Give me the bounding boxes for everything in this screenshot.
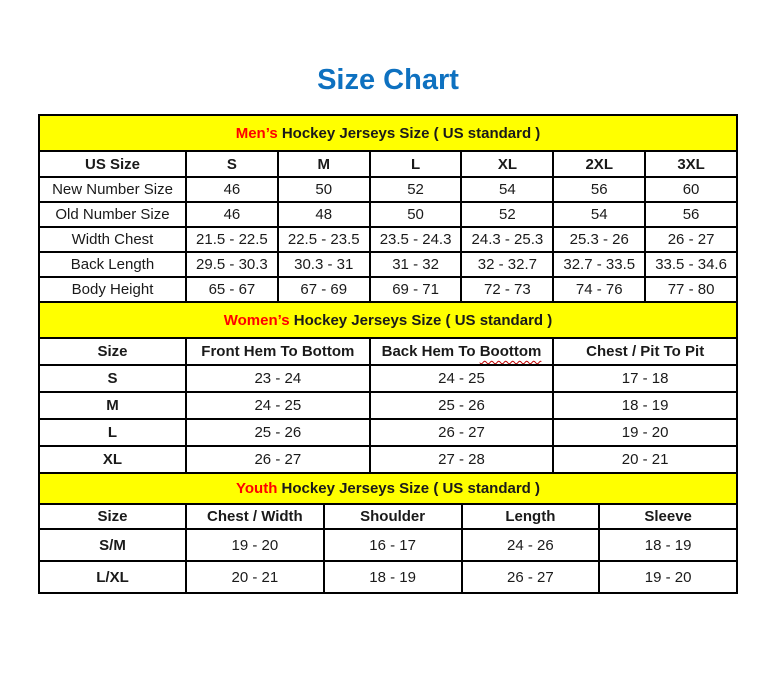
womens-size-cell: 27 - 28 (370, 446, 554, 473)
mens-column-header: XL (461, 151, 553, 177)
womens-size-cell: 23 - 24 (186, 365, 370, 392)
womens-column-header: Size (39, 338, 186, 365)
womens-size-cell: 19 - 20 (553, 419, 737, 446)
mens-size-cell: 65 - 67 (186, 277, 278, 302)
youth-header-row (39, 504, 737, 529)
youth-row-label: S/M (39, 529, 186, 561)
womens-table-row (39, 446, 737, 473)
page-title: Size Chart (317, 64, 459, 96)
womens-size-cell: 26 - 27 (370, 419, 554, 446)
youth-table-row (39, 561, 737, 593)
mens-size-cell: 30.3 - 31 (278, 252, 370, 277)
womens-size-cell: 26 - 27 (186, 446, 370, 473)
womens-size-cell: 24 - 25 (370, 365, 554, 392)
mens-size-cell: 23.5 - 24.3 (370, 227, 462, 252)
womens-column-header: Back Hem To Boottom (370, 338, 554, 365)
youth-size-cell: 18 - 19 (324, 561, 462, 593)
youth-section-heading (39, 473, 737, 504)
mens-header-row (39, 151, 737, 177)
mens-table-row (39, 277, 737, 302)
mens-size-cell: 74 - 76 (553, 277, 645, 302)
mens-size-cell: 33.5 - 34.6 (645, 252, 737, 277)
womens-header-row (39, 338, 737, 365)
youth-row-label: L/XL (39, 561, 186, 593)
womens-size-cell: 17 - 18 (553, 365, 737, 392)
mens-row-label: New Number Size (39, 177, 186, 202)
mens-size-table (38, 114, 738, 303)
mens-column-header: 3XL (645, 151, 737, 177)
mens-size-cell: 31 - 32 (370, 252, 462, 277)
size-chart-tables (38, 114, 738, 594)
mens-size-cell: 26 - 27 (645, 227, 737, 252)
womens-row-label: L (39, 419, 186, 446)
mens-size-cell: 24.3 - 25.3 (461, 227, 553, 252)
youth-heading-text: Hockey Jerseys Size ( US standard ) (277, 480, 540, 497)
womens-table-row (39, 365, 737, 392)
youth-size-cell: 19 - 20 (599, 561, 737, 593)
youth-size-cell: 20 - 21 (186, 561, 324, 593)
mens-size-cell: 25.3 - 26 (553, 227, 645, 252)
womens-row-label: XL (39, 446, 186, 473)
mens-column-header: S (186, 151, 278, 177)
womens-heading-text: Hockey Jerseys Size ( US standard ) (289, 311, 553, 329)
womens-table-row (39, 392, 737, 419)
youth-column-header: Sleeve (599, 504, 737, 529)
youth-size-cell: 18 - 19 (599, 529, 737, 561)
mens-row-label: Width Chest (39, 227, 186, 252)
womens-section-heading (39, 302, 737, 338)
youth-table-row (39, 529, 737, 561)
mens-size-cell: 54 (461, 177, 553, 202)
mens-size-cell: 50 (278, 177, 370, 202)
youth-size-cell: 26 - 27 (462, 561, 600, 593)
youth-size-cell: 24 - 26 (462, 529, 600, 561)
mens-size-cell: 32 - 32.7 (461, 252, 553, 277)
mens-size-cell: 67 - 69 (278, 277, 370, 302)
mens-size-cell: 72 - 73 (461, 277, 553, 302)
mens-column-header: L (370, 151, 462, 177)
womens-size-cell: 25 - 26 (370, 392, 554, 419)
youth-column-header: Length (462, 504, 600, 529)
mens-size-cell: 56 (645, 202, 737, 227)
mens-size-cell: 46 (186, 202, 278, 227)
womens-banner-row (39, 302, 737, 338)
mens-size-cell: 32.7 - 33.5 (553, 252, 645, 277)
youth-heading-highlight: Youth (236, 480, 278, 497)
mens-size-cell: 21.5 - 22.5 (186, 227, 278, 252)
womens-size-cell: 18 - 19 (553, 392, 737, 419)
mens-size-cell: 69 - 71 (370, 277, 462, 302)
mens-table-row (39, 202, 737, 227)
mens-size-cell: 77 - 80 (645, 277, 737, 302)
womens-table-row (39, 419, 737, 446)
misspelled-word-squiggle: Boottom (479, 343, 542, 360)
womens-column-header: Chest / Pit To Pit (553, 338, 737, 365)
mens-table-row (39, 252, 737, 277)
mens-size-cell: 22.5 - 23.5 (278, 227, 370, 252)
youth-size-cell: 19 - 20 (186, 529, 324, 561)
mens-size-cell: 54 (553, 202, 645, 227)
womens-heading-highlight: Women’s (223, 311, 290, 329)
mens-size-cell: 52 (370, 177, 462, 202)
youth-column-header: Shoulder (324, 504, 462, 529)
mens-column-header: M (278, 151, 370, 177)
mens-section-heading (39, 115, 737, 151)
mens-banner-row (39, 115, 737, 151)
mens-heading-text: Hockey Jerseys Size ( US standard ) (277, 124, 541, 142)
womens-size-cell: 25 - 26 (186, 419, 370, 446)
womens-column-header: Front Hem To Bottom (186, 338, 370, 365)
mens-size-cell: 52 (461, 202, 553, 227)
womens-size-cell: 20 - 21 (553, 446, 737, 473)
mens-size-cell: 56 (553, 177, 645, 202)
mens-row-label: Old Number Size (39, 202, 186, 227)
mens-size-cell: 60 (645, 177, 737, 202)
youth-banner-row (39, 473, 737, 504)
mens-column-header: 2XL (553, 151, 645, 177)
womens-size-cell: 24 - 25 (186, 392, 370, 419)
mens-row-label: Body Height (39, 277, 186, 302)
mens-size-cell: 46 (186, 177, 278, 202)
youth-size-table (38, 472, 738, 594)
mens-table-row (39, 227, 737, 252)
mens-heading-highlight: Men’s (235, 124, 278, 142)
youth-column-header: Chest / Width (186, 504, 324, 529)
mens-column-header: US Size (39, 151, 186, 177)
womens-row-label: M (39, 392, 186, 419)
mens-table-row (39, 177, 737, 202)
mens-size-cell: 29.5 - 30.3 (186, 252, 278, 277)
mens-size-cell: 50 (370, 202, 462, 227)
mens-row-label: Back Length (39, 252, 186, 277)
womens-size-table (38, 301, 738, 474)
mens-size-cell: 48 (278, 202, 370, 227)
youth-size-cell: 16 - 17 (324, 529, 462, 561)
womens-row-label: S (39, 365, 186, 392)
youth-column-header: Size (39, 504, 186, 529)
